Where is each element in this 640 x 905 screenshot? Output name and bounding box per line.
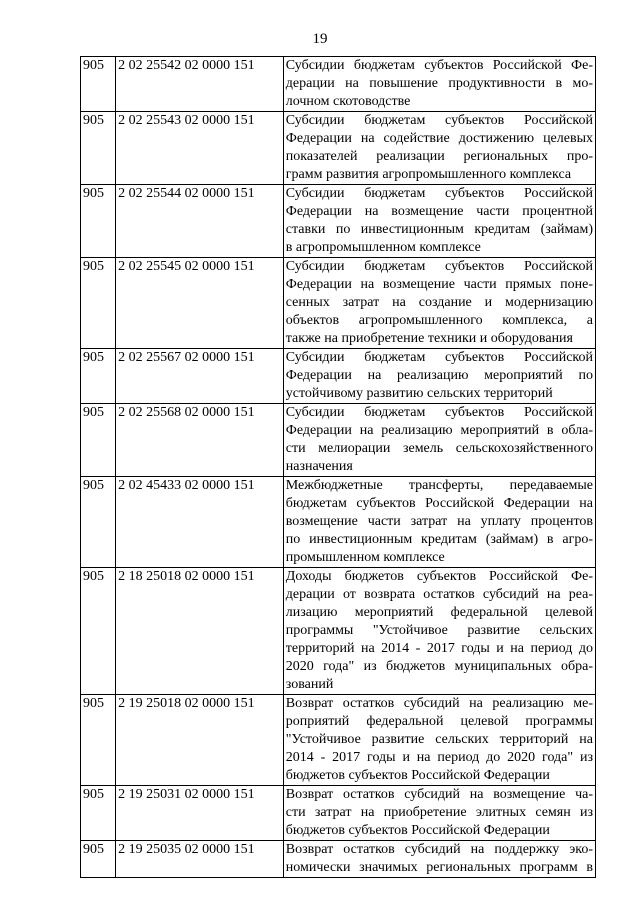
description-cell (283, 57, 595, 112)
description-cell (283, 404, 595, 477)
table-row (81, 349, 596, 404)
description-line: Доходы бюджетов субъектов Российской Фе- (285, 569, 593, 584)
description-line: Субсидии бюджетам субъектов Российской (285, 405, 593, 420)
description-line: сенных затрат на создание и модернизацию (285, 295, 593, 310)
table-row (81, 568, 596, 695)
description-line: 2020 года" из бюджетов муниципальных обра- (285, 659, 593, 674)
description-line: Федерации на возмещение части процентной (285, 204, 593, 219)
description-line: лочном скотоводстве (285, 94, 411, 109)
description-line: бюджетов субъектов Российской Федерации (285, 823, 550, 838)
description-line: "Устойчивое развитие сельских территорий на (285, 732, 593, 747)
budget-code-cell: 2 19 25035 02 0000 151 (116, 841, 284, 878)
description-line: программы "Устойчивое развитие сельских (285, 623, 593, 638)
description-line: промышленном комплексе (285, 550, 445, 565)
description-line: Межбюджетные трансферты, передаваемые (285, 478, 593, 493)
budget-code-cell: 2 02 25544 02 0000 151 (116, 185, 284, 258)
budget-code-cell: 2 18 25018 02 0000 151 (116, 568, 284, 695)
table-row (81, 695, 596, 786)
admin-code-cell: 905 (81, 695, 116, 786)
admin-code-cell: 905 (81, 185, 116, 258)
description-line: по инвестиционным кредитам (займам) в агро- (285, 532, 593, 547)
description-cell (283, 786, 595, 841)
table-row (81, 185, 596, 258)
description-line: 2014 - 2017 годы и на период до 2020 года" из (285, 750, 593, 765)
description-line: назначения (285, 459, 353, 474)
budget-code-cell: 2 02 25567 02 0000 151 (116, 349, 284, 404)
budget-codes-table (80, 56, 596, 878)
description-cell (283, 477, 595, 568)
description-line: бюджетам субъектов Российской Федерации на (285, 496, 593, 511)
budget-code-cell: 2 02 25543 02 0000 151 (116, 112, 284, 185)
description-line: Федерации на содействие достижению целевых (285, 131, 593, 146)
description-cell (283, 185, 595, 258)
description-line: грамм развития агропромышленного комплекса (285, 167, 572, 182)
budget-code-cell: 2 02 45433 02 0000 151 (116, 477, 284, 568)
admin-code-cell: 905 (81, 349, 116, 404)
description-line: Субсидии бюджетам субъектов Российской (285, 113, 593, 128)
admin-code-cell: 905 (81, 112, 116, 185)
description-line: сти затрат на приобретение элитных семян из (285, 805, 593, 820)
table-row (81, 258, 596, 349)
description-line: также на приобретение техники и оборудования (285, 331, 573, 346)
description-cell (283, 349, 595, 404)
description-line: Федерации на реализацию мероприятий в обла- (285, 423, 593, 438)
description-line: бюджетов субъектов Российской Федерации (285, 768, 550, 783)
description-line: Возврат остатков субсидий на поддержку эко- (285, 842, 593, 857)
description-line: Субсидии бюджетам субъектов Российской (285, 186, 593, 201)
description-line: роприятий федеральной целевой программы (285, 714, 593, 729)
budget-code-cell: 2 19 25018 02 0000 151 (116, 695, 284, 786)
description-line: лизацию мероприятий федеральной целевой (285, 605, 593, 620)
description-line: Субсидии бюджетам субъектов Российской (285, 350, 593, 365)
description-line: территорий на 2014 - 2017 годы и на период до (285, 641, 593, 656)
admin-code-cell: 905 (81, 258, 116, 349)
description-line: Федерации на реализацию мероприятий по (285, 368, 593, 383)
table-row (81, 477, 596, 568)
description-line: в агропромышленном комплексе (285, 240, 481, 255)
table-row (81, 786, 596, 841)
description-line: Возврат остатков субсидий на возмещение ча- (285, 787, 593, 802)
description-line: сти мелиорации земель сельскохозяйственного (285, 441, 593, 456)
description-cell (283, 568, 595, 695)
admin-code-cell: 905 (81, 786, 116, 841)
table-row (81, 57, 596, 112)
table-body (81, 57, 596, 878)
page-number: 19 (312, 31, 328, 47)
description-line: устойчивому развитию сельских территорий (285, 386, 553, 401)
table-row (81, 404, 596, 477)
description-cell (283, 841, 595, 878)
description-line: объектов агропромышленного комплекса, а (285, 313, 593, 328)
admin-code-cell: 905 (81, 568, 116, 695)
budget-code-cell: 2 02 25568 02 0000 151 (116, 404, 284, 477)
description-line: дерации от возврата остатков субсидий на реа- (285, 587, 593, 602)
admin-code-cell: 905 (81, 477, 116, 568)
budget-code-cell: 2 02 25545 02 0000 151 (116, 258, 284, 349)
description-line: Субсидии бюджетам субъектов Российской (285, 259, 593, 274)
admin-code-cell: 905 (81, 841, 116, 878)
table-row (81, 112, 596, 185)
table-row (81, 841, 596, 878)
description-line: Федерации на возмещение части прямых поне- (285, 277, 593, 292)
budget-code-cell: 2 19 25031 02 0000 151 (116, 786, 284, 841)
admin-code-cell: 905 (81, 404, 116, 477)
admin-code-cell: 905 (81, 57, 116, 112)
description-cell (283, 258, 595, 349)
description-line: возмещение части затрат на уплату процентов (285, 514, 593, 529)
description-line: зований (285, 677, 334, 692)
description-line: номически значимых региональных программ в (285, 860, 593, 875)
description-cell (283, 112, 595, 185)
description-line: Возврат остатков субсидий на реализацию ме- (285, 696, 593, 711)
description-line: ставки по инвестиционным кредитам (займам) (285, 222, 593, 237)
budget-code-cell: 2 02 25542 02 0000 151 (116, 57, 284, 112)
description-line: показателей реализации региональных про- (285, 149, 593, 164)
description-line: дерации на повышение продуктивности в мо- (285, 76, 593, 91)
description-line: Субсидии бюджетам субъектов Российской Фе- (285, 58, 593, 73)
description-cell (283, 695, 595, 786)
